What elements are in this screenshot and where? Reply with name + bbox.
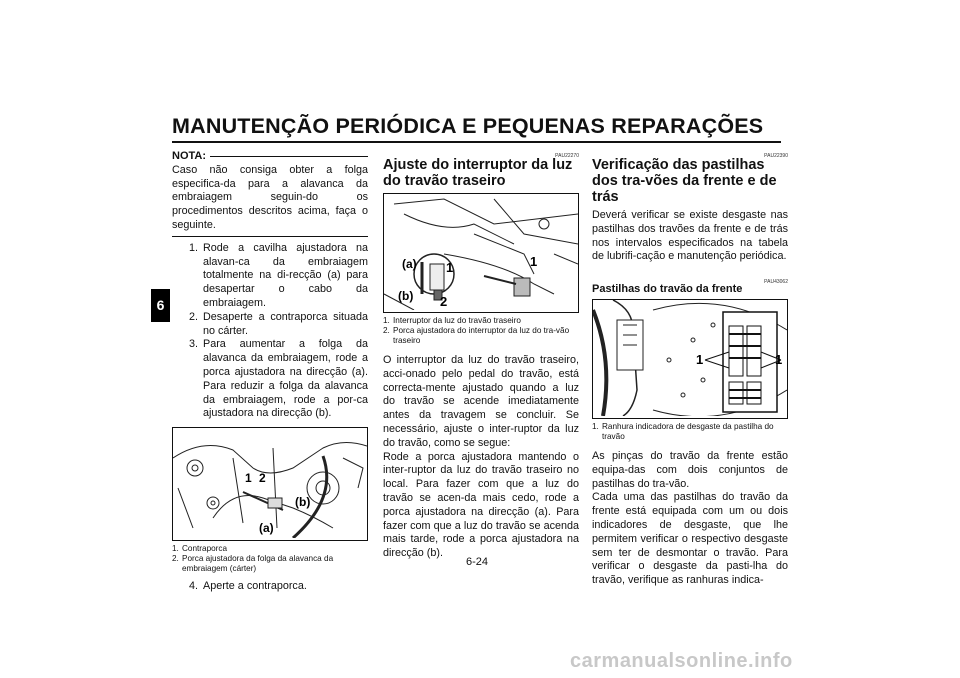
subsection-code: PAU43062 [764, 279, 788, 286]
section-code: PAU22270 [555, 153, 579, 159]
note-end-rule [172, 236, 368, 237]
brake-switch-illustration [384, 194, 578, 310]
note-heading [172, 150, 368, 164]
caption-text: Contraporca [182, 544, 228, 554]
step-item [172, 580, 368, 594]
caption-number: 2. [172, 554, 179, 564]
figure-captions [592, 422, 788, 442]
caption-number: 1. [592, 421, 599, 431]
step-item [172, 311, 368, 339]
section-title: Verificação das pastilhas dos tra-vões da frente e de trás [592, 157, 777, 205]
caption-number: 1. [172, 544, 179, 554]
caption-number: 1. [383, 316, 390, 325]
intro-paragraph: Deverá verificar se existe desgaste nas pastilhas dos travões da frente e de trás nos intervalos especificados na tabela de lubrifi-cação e manutenção periódica. [592, 209, 788, 263]
column-clutch-adjustment [172, 150, 368, 594]
label-1-left: 1 [696, 351, 704, 367]
caption-number: 2. [383, 326, 390, 335]
clutch-cable-illustration [173, 428, 367, 538]
title-rule [172, 141, 781, 143]
step-list-2 [172, 580, 368, 594]
caption-text: Porca ajustadora do interruptor da luz do tra-vão traseiro [393, 326, 570, 345]
step-number: 4. [188, 580, 198, 593]
chapter-tab: 6 [151, 289, 170, 322]
caption-item [172, 554, 368, 574]
body-paragraph: Rode a porca ajustadora mantendo o inter-ruptor da luz do travão traseiro no local. Para fazer com que a luz do travão se acen-da mais cedo, rode a porca ajustadora na direcção (a). Para fazer com que a luz do travão se acenda mais tarde, rode a porca ajustadora na direcção (b). [383, 450, 579, 560]
step-text: Desaperte a contraporca situada no cárter. [203, 310, 368, 337]
label-b: (b) [398, 289, 414, 303]
page-number: 6-24 [466, 556, 489, 568]
step-number: 1. [188, 241, 198, 254]
section-code: PAU22390 [764, 153, 788, 159]
watermark: carmanualsonline.info [570, 650, 793, 672]
caption-text: Interruptor da luz do travão traseiro [393, 316, 521, 325]
section-title: Ajuste do interruptor da luz do travão traseiro [383, 157, 573, 189]
caption-item [383, 326, 579, 346]
label-2: 2 [440, 294, 448, 309]
caption-text: Ranhura indicadora de desgaste da pastilha do travão [602, 421, 774, 441]
brake-pad-figure [592, 299, 788, 419]
step-text: Aperte a contraporca. [203, 580, 307, 593]
label-b: (b) [295, 495, 311, 510]
label-1-right: 1 [775, 351, 783, 367]
body-paragraph: O interruptor da luz do travão traseiro, acci-onado pelo pedal do travão, está correcta-mente ajustado quando a luz do travão se acende imediatamente antes da travagem se concluir. Se necessário, ajuste o inter-ruptor da luz do travão, como se segue: [383, 354, 579, 449]
page-title: MANUTENÇÃO PERIÓDICA E PEQUENAS REPARAÇÕES [172, 114, 764, 138]
note-text: Caso não consiga obter a folga especifica-da para a alavanca da embraiagem seguin-do os procedimentos descritos acima, faça o seguinte. [172, 163, 368, 231]
step-item [172, 338, 368, 421]
step-number: 3. [188, 338, 198, 351]
step-number: 2. [188, 310, 198, 323]
note-label: NOTA: [172, 150, 207, 162]
clutch-cable-figure [172, 427, 368, 541]
body-paragraph: Cada uma das pastilhas do travão da frente está equipada com um ou dois indicadores de desgaste, que lhe permitem verificar o respectivo desgaste sem ter de desmontar o travão. Para verificar o desgaste da pasti-lha do travão, verifique as ranhuras indica- [592, 491, 788, 587]
step-text: Rode a cavilha ajustadora na alavan-ca da embraiagem totalmente na di-recção (a) para desapertar o cabo da embraiagem. [203, 241, 368, 309]
body-paragraph: As pinças do travão da frente estão equipa-das com dois conjuntos de pastilhas do tra-vão. [592, 449, 788, 490]
step-list [172, 242, 368, 421]
caption-item [172, 544, 368, 554]
figure-captions [383, 316, 579, 346]
step-item [172, 242, 368, 311]
subsection-title: Pastilhas do travão da frente [592, 283, 743, 296]
note-rule [210, 156, 368, 157]
label-1: 1 [446, 260, 454, 275]
column-brake-pads [592, 150, 788, 588]
caption-item [383, 316, 579, 326]
caption-text: Porca ajustadora da folga da alavanca da embraiagem (cárter) [182, 554, 334, 574]
brake-switch-figure [383, 193, 579, 313]
label-1: 1 [245, 471, 252, 486]
label-1-switch: 1 [530, 254, 538, 269]
label-a: (a) [402, 257, 417, 271]
label-a: (a) [259, 521, 274, 536]
column-brake-light-switch [383, 150, 579, 561]
caption-item [592, 422, 788, 442]
label-2: 2 [259, 471, 266, 486]
brake-pad-illustration [593, 300, 787, 416]
figure-captions [172, 544, 368, 574]
step-text: Para aumentar a folga da alavanca da embraiagem, rode a porca ajustadora na direcção (a). Para reduzir a folga da alavanca da embraiagem, rode a por-ca ajustadora na direcção (b). [203, 338, 368, 420]
